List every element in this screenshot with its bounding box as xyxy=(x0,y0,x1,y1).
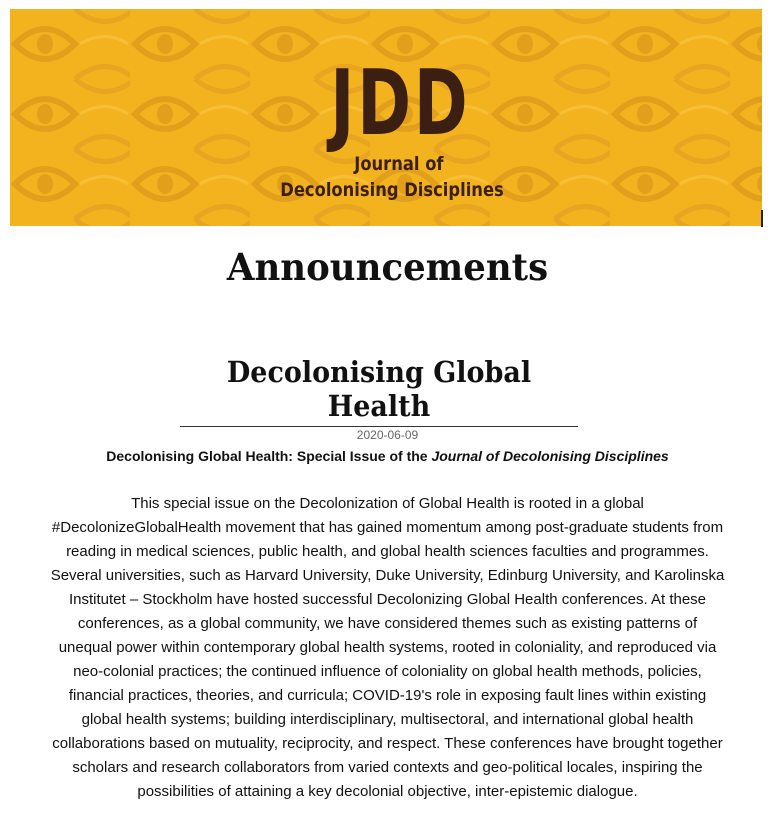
page-title: Announcements xyxy=(226,245,549,289)
announcement-date: 2020-06-09 xyxy=(356,428,419,442)
journal-banner[interactable] xyxy=(10,9,762,226)
journal-name-line1: Journal of xyxy=(354,153,444,175)
banner-edge-divider xyxy=(761,210,763,227)
journal-name-line2: Decolonising Disciplines xyxy=(280,179,504,201)
announcement-subtitle-text: Decolonising Global Health: Special Issue of the xyxy=(106,448,432,464)
announcement-title-link[interactable]: Decolonising Global Health xyxy=(180,355,578,427)
announcement-subtitle xyxy=(0,448,775,464)
announcement-body: This special issue on the Decolonization of Global Health is rooted in a global #DecolonizeGlobalHealth movement that has gained momentum among post-graduate students from reading in medical sciences, public health, and global health sciences faculties and programmes. Several universities, such as Harvard University, Duke University, Edinburg University, and Karolinska Institutet – Stockholm have hosted successful Decolonizing Global Health conferences. At these conferences, as a global community, we have considered themes such as existing patterns of unequal power within contemporary global health systems, rooted in coloniality, and reproduced via neo-colonial practices; the continued influence of coloniality on global health methods, policies, financial practices, theories, and curricula; COVID-19's role in exposing fault lines within existing global health systems; building interdisciplinary, multisectoral, and international global health collaborations based on mutuality, reciprocity, and respect. These conferences have brought together scholars and research collaborators from varied contexts and geo-political locales, inspiring the possibilities of attaining a key decolonial objective, inter-epistemic dialogue. xyxy=(50,495,725,800)
journal-name-italic: Journal of Decolonising Disciplines xyxy=(431,448,669,464)
journal-logo: JDD xyxy=(330,51,471,156)
